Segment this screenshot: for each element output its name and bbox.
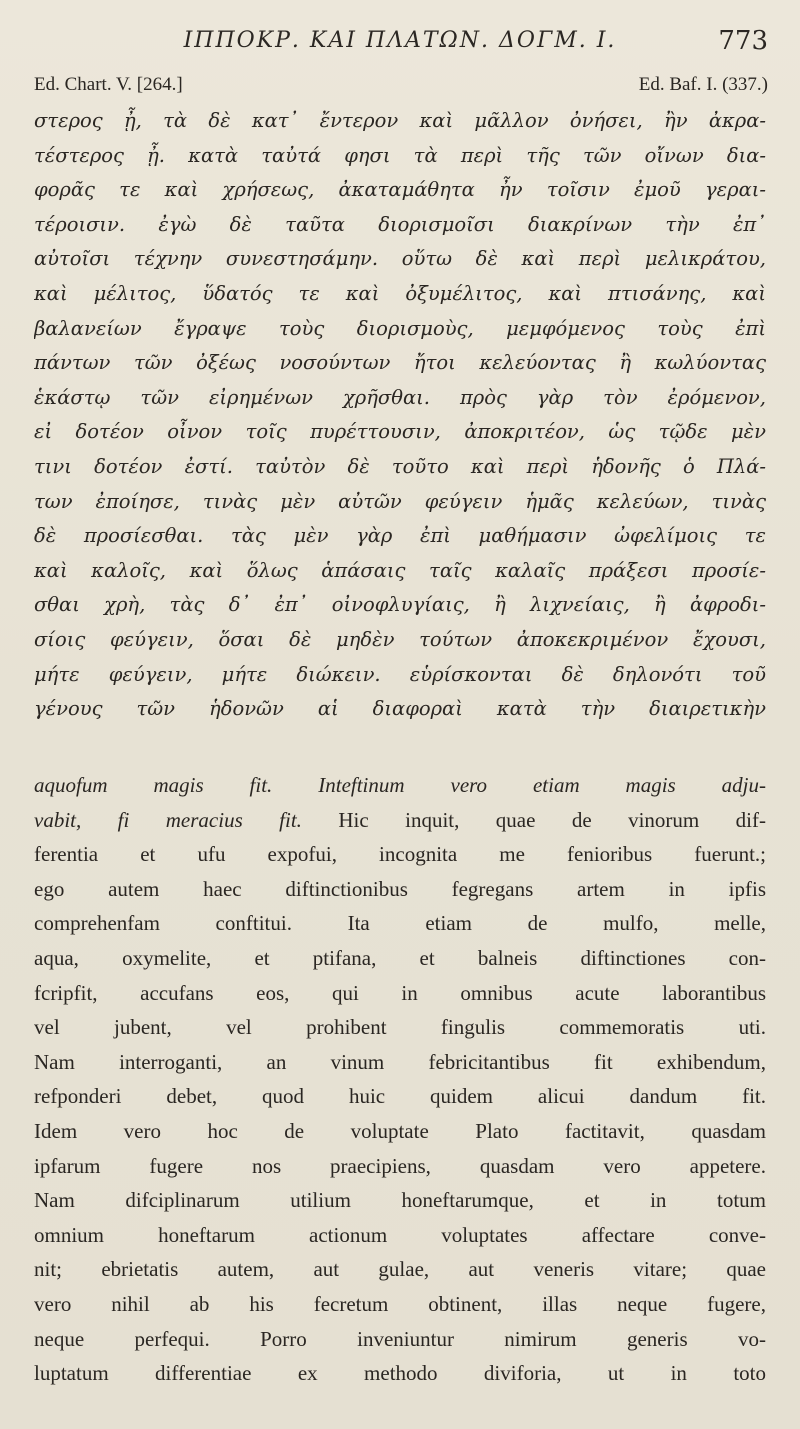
latin-line: luptatum differentiae ex methodo diviforia, ut in toto: [34, 1361, 766, 1386]
latin-line: Nam interroganti, an vinum febricitantibus fit exhibendum,: [34, 1049, 766, 1074]
greek-line: εἰ δοτέον οἶνον τοῖς πυρέττουσιν, ἀποκριτέον, ὡς τῷδε μὲν: [34, 420, 766, 444]
greek-line: σίοις φεύγειν, ὅσαι δὲ μηδὲν τούτων ἀποκεκριμένον ἔχουσι,: [34, 627, 766, 651]
latin-line: ipfarum fugere nos praecipiens, quasdam vero appetere.: [34, 1153, 766, 1178]
greek-line: καὶ καλοῖς, καὶ ὅλως ἁπάσαις ταῖς καλαῖς πράξεσι προσίε-: [34, 558, 766, 582]
latin-line: nit; ebrietatis autem, aut gulae, aut veneris vitare; quae: [34, 1257, 766, 1282]
latin-line: ferentia et ufu expofui, incognita me fenioribus fuerunt.;: [34, 842, 766, 867]
greek-line: βαλανείων ἔγραψε τοὺς διορισμοὺς, μεμφόμενος τοὺς ἐπὶ: [34, 316, 766, 340]
greek-line: ἑκάστῳ τῶν εἰρημένων χρῆσθαι. πρὸς γὰρ τὸν ἐρόμενον,: [34, 385, 766, 409]
page-number: 773: [718, 26, 768, 56]
greek-line: φορᾶς τε καὶ χρήσεως, ἀκαταμάθητα ἦν τοῖσιν ἐμοῦ γεραι-: [34, 178, 766, 202]
running-head: ΙΠΠΟΚΡ. ΚΑΙ ΠΛΑΤΩΝ. ΔΟΓΜ. Ι.: [183, 28, 617, 53]
greek-text-block: [34, 104, 766, 727]
edition-reference-left: Ed. Chart. V. [264.]: [34, 74, 183, 95]
latin-line: Nam difciplinarum utilium honeftarumque, et in totum: [34, 1188, 766, 1213]
latin-line: omnium honeftarum actionum voluptates affectare conve-: [34, 1222, 766, 1247]
greek-line: αὐτοῖσι τέχνην συνεστησάμην. οὕτω δὲ καὶ περὶ μελικράτου,: [34, 247, 766, 271]
greek-line: των ἐποίησε, τινὰς μὲν αὐτῶν φεύγειν ἡμᾶς κελεύων, τινὰς: [34, 489, 766, 513]
greek-line: καὶ μέλιτος, ὕδατός τε καὶ ὀξυμέλιτος, καὶ πτισάνης, καὶ: [34, 281, 766, 305]
greek-line: σθαι χρὴ, τὰς δ᾽ ἐπ᾽ οἰνοφλυγίαις, ἢ λιχνείαις, ἢ ἀφροδι-: [34, 593, 766, 617]
latin-line: ego autem haec diftinctionibus fegregans artem in ipfis: [34, 876, 766, 901]
latin-text-block: [34, 768, 766, 1391]
greek-line: γένους τῶν ἡδονῶν αἱ διαφοραὶ κατὰ τὴν διαιρετικὴν: [34, 697, 766, 721]
latin-line: neque perfequi. Porro inveniuntur nimirum generis vo-: [34, 1326, 766, 1351]
latin-line: vero nihil ab his fecretum obtinent, illas neque fugere,: [34, 1291, 766, 1316]
latin-line: comprehenfam conftitui. Ita etiam de mulfo, melle,: [34, 911, 766, 936]
edition-reference-right: Ed. Baf. I. (337.): [638, 74, 768, 95]
latin-line-italic: aquofum magis fit. Inteftinum vero etiam magis adju-: [34, 773, 766, 797]
greek-line: στερος ᾖ, τὰ δὲ κατ᾽ ἔντερον καὶ μᾶλλον ὀνήσει, ἢν ἀκρα-: [34, 109, 766, 132]
greek-line: μήτε φεύγειν, μήτε διώκειν. εὑρίσκονται δὲ δηλονότι τοῦ: [34, 662, 766, 686]
greek-line: δὲ προσίεσθαι. τὰς μὲν γὰρ ἐπὶ μαθήμασιν ὠφελίμοις τε: [34, 524, 766, 548]
greek-line: τέστερος ᾖ. κατὰ ταὐτά φησι τὰ περὶ τῆς τῶν οἴνων δια-: [34, 143, 766, 167]
latin-line: Idem vero hoc de voluptate Plato factitavit, quasdam: [34, 1118, 766, 1143]
greek-line: πάντων τῶν ὀξέως νοσούντων ἤτοι κελεύοντας ἢ κωλύοντας: [34, 351, 766, 375]
greek-line: τινι δοτέον ἐστί. ταὐτὸν δὲ τοῦτο καὶ περὶ ἡδονῆς ὁ Πλά-: [34, 454, 766, 478]
latin-line: vel jubent, vel prohibent fingulis commemoratis uti.: [34, 1015, 766, 1040]
latin-line: fcripfit, accufans eos, qui in omnibus acute laborantibus: [34, 980, 766, 1005]
latin-line: aqua, oxymelite, et ptifana, et balneis diftinctiones con-: [34, 945, 766, 970]
latin-line: refponderi debet, quod huic quidem alicui dandum fit.: [34, 1084, 766, 1109]
latin-italic-fragment: vabit, fi meracius fit.: [34, 807, 302, 832]
latin-roman-fragment: Hic inquit, quae de vinorum dif-: [338, 807, 766, 832]
latin-line-mixed: [34, 803, 766, 838]
greek-line: τέροισιν. ἐγὼ δὲ ταῦτα διορισμοῖσι διακρίνων τὴν ἐπ᾽: [34, 212, 766, 236]
